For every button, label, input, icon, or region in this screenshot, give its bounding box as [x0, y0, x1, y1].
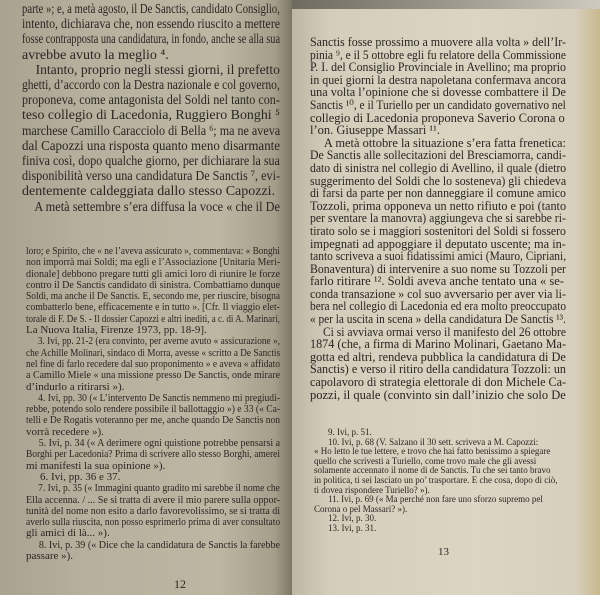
text-line: l’on. Giuseppe Massari ¹¹.: [310, 123, 441, 138]
text-line: farlo ritirare ¹². Soldi aveva anche tentato una « se-: [310, 274, 564, 289]
text-line: finiva così, dopo qualche giorno, per dichiarare la sua: [22, 154, 280, 170]
footnote-line: 13. Ivi, p. 31.: [328, 522, 377, 533]
footnote-line: 11. Ivi, p. 69 (« Ma perché non fare uno sforzo supremo pel: [328, 494, 543, 505]
left-main-text: [22, 2, 280, 215]
text-line: pinia ⁹, e il 5 ottobre egli fu relatore della Commissione: [310, 47, 566, 62]
footnote-line: mi manifesti la sua opinione »).: [26, 459, 166, 472]
footnote-line: tunità del nome non esito a darlo favorevolissimo, se si tratta di: [26, 504, 281, 517]
text-line: disponibilità verso una candidatura De Sanctis ⁷, evi-: [22, 169, 281, 185]
text-line: Intanto, proprio negli stessi giorni, il prefetto: [35, 62, 280, 78]
text-line: collegio di Lacedonia proponeva Saverio Corona o: [310, 110, 565, 125]
text-line: bera nel collegio di Lacedonia ed era molto preoccupato: [310, 299, 567, 314]
left-page: [0, 0, 292, 595]
text-line: « per la uscita in scena » della candidatura De Sanctis ¹³.: [310, 312, 566, 327]
footnote-line: 4. Ivi, pp. 30 (« L’intervento De Sanctis nemmeno mi pregiudi-: [38, 391, 280, 404]
text-line: De Sanctis alle sollecitazioni del Bresciamorra, candi-: [310, 148, 566, 163]
text-line: dato di sinistra nel collegio di Avellino, il quale (dietro: [310, 160, 567, 175]
footnote-line: nel fine di farlo recedere dal suo proponimento » e aveva « affidato: [26, 357, 281, 370]
footnote-line: d’indurlo a ritirarsi »).: [26, 380, 125, 393]
text-line: fosse contrapposta una candidatura, in fondo, anche se alla sua: [22, 32, 281, 48]
footnote-line: 10. Ivi, p. 68 (V. Salzano il 30 sett. scriveva a M. Capozzi:: [328, 436, 539, 447]
text-line: di farsi da parte per non danneggiare il comune amico: [310, 186, 566, 201]
text-line: intento, dichiarava che, non essendo riuscito a mettere: [22, 17, 281, 33]
text-line: tanto scriveva a suoi fidatissimi amici (Mauro, Cipriani,: [310, 249, 567, 264]
footnote-line: Soldi, ma anche il De Sanctis. E, secondo me, per riuscire, bisogna: [26, 290, 281, 303]
text-line: per sventare la manovra) aggiungeva che si sarebbe ri-: [310, 211, 566, 226]
footnote-line: torale di F. De S. - Il dossier Capozzi e altri inediti, a c. di A. Marinari,: [26, 312, 280, 325]
text-line: gotta ed altri, rendeva pubblica la candidatura di De: [310, 349, 566, 364]
footnote-line: combatterlo bene, efficacemente e in tutto ». [Cfr. Il viaggio elet-: [26, 301, 280, 314]
text-line: Sanctis ¹⁰, e il Turiello per un candidato governativo nel: [310, 97, 566, 112]
page-number-right: 13: [438, 546, 449, 558]
footnote-line: 5. Ivi, p. 34 (« A derimere ogni quistione potrebbe pensarsi a: [38, 437, 281, 450]
text-line: Bonaventura) di intervenire a suo nome su Tozzoli per: [310, 261, 566, 276]
text-line: conda transazione » col suo avversario per aver via li-: [310, 286, 566, 301]
footnote-line: passare »).: [26, 550, 74, 563]
text-line: Tozzoli, prima opponeva un netto rifiuto e poi (tanto: [310, 198, 567, 213]
text-line: 1874 (che, a firma di Marino Molinari, Gaetano Ma-: [310, 337, 567, 352]
footnote-line: Ella accenna. / ... Se si tratta di avere il mio parere sulla oppor-: [26, 493, 281, 506]
page-edge-shadow: [292, 0, 600, 9]
text-line: ghetti, d’accordo con la Destra nazionale e col governo,: [22, 78, 280, 94]
text-line: dentemente caldeggiata dallo stesso Capozzi.: [22, 184, 276, 200]
text-line: tirato solo se i maggiori sostenitori del Soldi si fossero: [310, 223, 566, 238]
footnote-line: 7. Ivi, p. 35 (« Immagini quanto gradito mi sarebbe il nome che: [38, 482, 280, 495]
footnote-line: in politica, ti sei lasciato un po’ trasportare. E che cosa, dopo di ciò,: [314, 474, 558, 485]
footnote-line: non imporrà mai Soldi; ma egli e l’Associazione [Unitaria Meri-: [26, 256, 280, 269]
text-line: A metà ottobre la situazione s’era fatta frenetica:: [323, 135, 567, 150]
text-line: dal Capozzi una risposta quanto meno disarmante: [22, 138, 281, 154]
text-line: impegnati ad appoggiare il deputato uscente; ma in-: [310, 236, 566, 251]
right-page: [292, 0, 600, 595]
text-line: Sanctis fosse prossimo a muovere alla volta » dell’Ir-: [310, 35, 566, 49]
left-footnotes: [26, 246, 280, 562]
footnote-line: loro; e Spirito, che « ne l’aveva assicurato », commentava: « Bonghi: [26, 245, 280, 257]
text-line: A metà settembre s’era diffusa la voce « che il De: [34, 199, 281, 215]
footnote-line: dionale] debbono pregare tutti gli amici loro di riunire le forze: [26, 267, 280, 280]
text-line: marchese Camillo Caracciolo di Bella ⁶; ma ne aveva: [22, 123, 281, 139]
footnote-line: 6. Ivi, pp. 36 e 37.: [40, 470, 121, 483]
footnote-line: telli e De Rogatis voteranno per me, anche quando De Sanctis non: [26, 414, 281, 427]
text-line: in quei giorni la destra napoletana confermava ancora: [310, 72, 566, 87]
footnote-line: solamente accennato il nome di de Sanctis. Tu che sei tanto bravo: [314, 465, 551, 476]
right-footnotes: [314, 428, 566, 534]
text-line: parte »; e, a metà agosto, il De Sanctis, candidato Consiglio,: [22, 2, 280, 17]
text-line: Sanctis) e verso il ritiro della candidatura Tozzoli: un: [310, 362, 566, 377]
footnote-line: a Camillo Miele « una missione presso De Sanctis, onde mirare: [26, 369, 281, 382]
page-number-left: 12: [174, 577, 186, 591]
footnote-line: averlo sulla riuscita, non posso esprimerlo prima di aver consultato: [26, 516, 281, 529]
footnote-line: « Ho letto le tue lettere, e trovo che hai fatto benissimo a spiegare: [314, 446, 551, 457]
footnote-line: vorrà recedere »).: [26, 425, 104, 438]
footnote-line: 12. Ivi, p. 30.: [328, 513, 377, 524]
text-line: avrebbe avuto la meglio ⁴.: [22, 47, 169, 63]
footnote-line: 8. Ivi, p. 39 (« Dice che la candidatura de Sanctis la farebbe: [38, 538, 280, 551]
footnote-line: che Achille Molinari, sindaco di Morra, avesse « scritto a De Sanctis: [26, 346, 281, 359]
text-line: una volta l’opinione che si dovesse combattere il De: [310, 85, 566, 100]
text-line: proponeva, come antagonista del Soldi nel tanto con-: [22, 93, 280, 109]
footnote-line: gli amici di là... »).: [26, 527, 110, 540]
right-main-text: [310, 36, 566, 401]
footnote-line: 9. Ivi, p. 51.: [328, 427, 372, 437]
text-line: capolavoro di strategia elettorale di don Michele Ca-: [310, 375, 567, 390]
text-line: teso collegio di Lacedonia, Ruggiero Bonghi ⁵: [22, 108, 280, 124]
text-line: suggerimento del Soldi che lo sosteneva) gli chiedeva: [310, 173, 567, 188]
footnote-line: 3. Ivi, pp. 21-2 (era convinto, per averne avuto « assicurazione »,: [37, 335, 280, 348]
footnote-line: quello che scrivesti a Turiello, come trovo male che gli avessi: [314, 455, 537, 466]
footnote-line: Corona o pel Massari? »).: [314, 503, 408, 514]
footnote-line: ti dovea rispondere Turiello? »).: [314, 484, 430, 495]
footnote-line: rebbe, potendo solo rendere possibile il ballottaggio ») e 33 (« Ca-: [26, 403, 281, 416]
text-line: pozzi, il quale (convinto sin dall’inizio che solo De: [310, 387, 566, 402]
footnote-line: La Nuova Italia, Firenze 1973, pp. 18-9].: [26, 324, 207, 337]
footnote-line: Borghi per Lacedonia? Prima di scrivere allo stesso Borghi, amerei: [26, 448, 280, 461]
text-line: P. I. del Consiglio Provinciale in Avellino; ma proprio: [310, 60, 567, 75]
footnote-line: contro il De Sanctis candidato di sinistra. Combattiamo dunque: [26, 278, 281, 291]
text-line: Ci si avviava ormai verso il manifesto del 26 ottobre: [322, 324, 567, 339]
